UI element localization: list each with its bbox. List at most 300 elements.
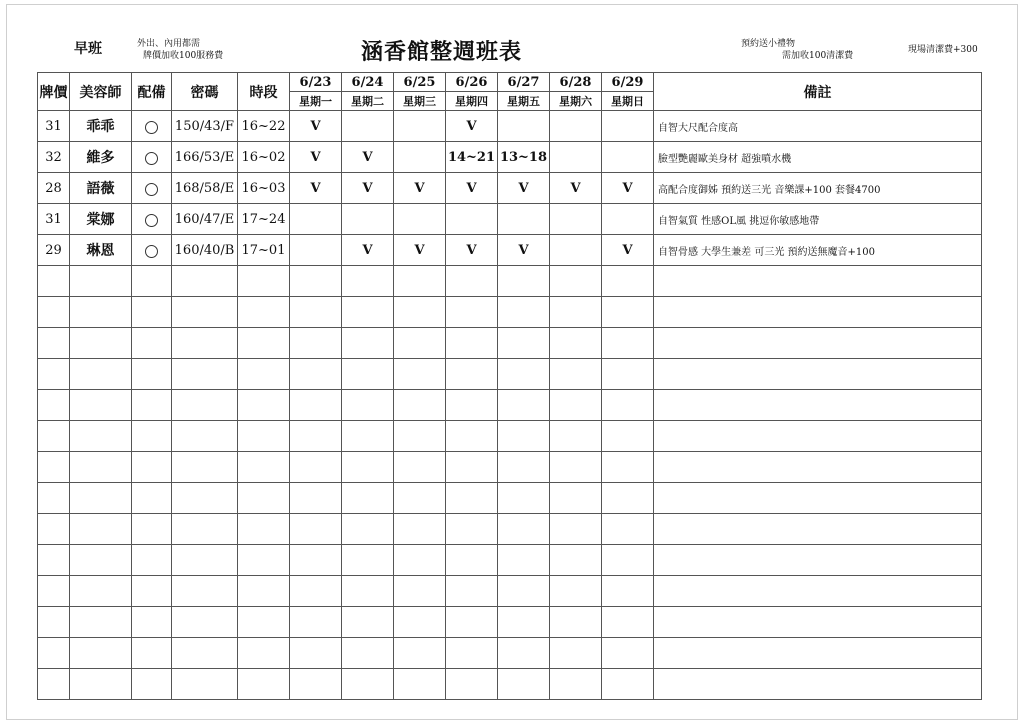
day-schedule-cell: [290, 421, 342, 452]
day-schedule-cell: [290, 390, 342, 421]
day-schedule-cell: [550, 111, 602, 142]
code-cell: [172, 390, 238, 421]
code-cell: [172, 297, 238, 328]
price-cell: [38, 514, 70, 545]
day-schedule-cell: [342, 297, 394, 328]
day-schedule-cell: [550, 266, 602, 297]
day-schedule-cell: [446, 669, 498, 700]
day-schedule-cell: [394, 452, 446, 483]
day-schedule-cell: [550, 297, 602, 328]
time-slot-cell: [238, 638, 290, 669]
day-schedule-cell: [394, 142, 446, 173]
price-cell: [38, 638, 70, 669]
day-schedule-cell: V: [290, 173, 342, 204]
price-cell: [38, 421, 70, 452]
day-schedule-cell: [290, 297, 342, 328]
day-schedule-cell: [602, 297, 654, 328]
price-cell: 28: [38, 173, 70, 204]
day-schedule-cell: [498, 607, 550, 638]
day-schedule-cell: [446, 266, 498, 297]
day-schedule-cell: [342, 607, 394, 638]
price-cell: [38, 669, 70, 700]
equipment-cell: [132, 266, 172, 297]
day-schedule-cell: [394, 514, 446, 545]
day-schedule-cell: [290, 483, 342, 514]
date-header: 6/29: [602, 73, 654, 92]
day-schedule-cell: V: [446, 111, 498, 142]
day-schedule-cell: [394, 545, 446, 576]
equipment-cell: [132, 359, 172, 390]
equipment-cell: [132, 421, 172, 452]
page-title: 涵香館整週班表: [361, 39, 523, 65]
day-schedule-cell: [550, 204, 602, 235]
price-cell: [38, 297, 70, 328]
notes-cell: [654, 266, 982, 297]
day-schedule-cell: [446, 390, 498, 421]
day-schedule-cell: [290, 452, 342, 483]
empty-table-row: [38, 328, 982, 359]
empty-table-row: [38, 545, 982, 576]
price-cell: 32: [38, 142, 70, 173]
price-cell: [38, 359, 70, 390]
day-schedule-cell: [498, 669, 550, 700]
day-schedule-cell: [498, 421, 550, 452]
day-schedule-cell: V: [550, 173, 602, 204]
beautician-name-cell: [70, 483, 132, 514]
day-schedule-cell: V: [394, 173, 446, 204]
day-schedule-cell: [342, 576, 394, 607]
code-cell: [172, 421, 238, 452]
weekday-header: 星期一: [290, 92, 342, 111]
beautician-name-cell: [70, 607, 132, 638]
day-schedule-cell: [550, 576, 602, 607]
table-row: [38, 204, 982, 235]
time-slot-cell: [238, 514, 290, 545]
day-schedule-cell: V: [602, 173, 654, 204]
day-schedule-cell: [290, 266, 342, 297]
price-cell: [38, 266, 70, 297]
notes-cell: [654, 359, 982, 390]
day-schedule-cell: [602, 390, 654, 421]
code-cell: [172, 514, 238, 545]
equipment-cell: [132, 111, 172, 142]
price-cell: [38, 607, 70, 638]
day-schedule-cell: V: [602, 235, 654, 266]
circle-mark-icon: [145, 245, 158, 258]
notes-cell: [654, 297, 982, 328]
code-cell: 166/53/E: [172, 142, 238, 173]
day-schedule-cell: [394, 421, 446, 452]
day-schedule-cell: [446, 297, 498, 328]
day-schedule-cell: [342, 359, 394, 390]
day-schedule-cell: [602, 638, 654, 669]
code-cell: [172, 452, 238, 483]
beautician-name-cell: 語薇: [70, 173, 132, 204]
beautician-name-cell: [70, 297, 132, 328]
empty-table-row: [38, 390, 982, 421]
code-cell: [172, 266, 238, 297]
day-schedule-cell: [550, 483, 602, 514]
equipment-cell: [132, 638, 172, 669]
time-slot-cell: [238, 266, 290, 297]
day-schedule-cell: [342, 545, 394, 576]
day-schedule-cell: [342, 483, 394, 514]
date-header: 6/27: [498, 73, 550, 92]
beautician-name-cell: [70, 638, 132, 669]
day-schedule-cell: [394, 204, 446, 235]
time-slot-cell: 17~01: [238, 235, 290, 266]
time-slot-cell: [238, 607, 290, 638]
day-schedule-cell: [550, 638, 602, 669]
day-schedule-cell: [394, 297, 446, 328]
equipment-cell: [132, 452, 172, 483]
time-slot-cell: [238, 576, 290, 607]
code-cell: [172, 328, 238, 359]
day-schedule-cell: [342, 452, 394, 483]
day-schedule-cell: [550, 607, 602, 638]
day-schedule-cell: [602, 359, 654, 390]
weekday-header: 星期五: [498, 92, 550, 111]
day-schedule-cell: [342, 514, 394, 545]
weekday-header: 星期六: [550, 92, 602, 111]
day-schedule-cell: [446, 452, 498, 483]
day-schedule-cell: V: [290, 142, 342, 173]
shift-label: 早班: [74, 41, 102, 57]
day-schedule-cell: [498, 514, 550, 545]
beautician-name-cell: [70, 390, 132, 421]
equipment-cell: [132, 607, 172, 638]
beautician-name-cell: [70, 266, 132, 297]
day-schedule-cell: [342, 266, 394, 297]
empty-table-row: [38, 452, 982, 483]
beautician-name-cell: 棠娜: [70, 204, 132, 235]
day-schedule-cell: [394, 390, 446, 421]
table-row: [38, 111, 982, 142]
day-schedule-cell: [290, 514, 342, 545]
day-schedule-cell: [498, 204, 550, 235]
date-header: 6/23: [290, 73, 342, 92]
day-schedule-cell: V: [342, 235, 394, 266]
equipment-cell: [132, 545, 172, 576]
day-schedule-cell: [602, 669, 654, 700]
day-schedule-cell: [446, 421, 498, 452]
day-schedule-cell: [550, 669, 602, 700]
beautician-column-header: 美容師: [70, 73, 132, 111]
empty-table-row: [38, 483, 982, 514]
day-schedule-cell: [446, 607, 498, 638]
day-schedule-cell: [550, 359, 602, 390]
service-fee-note-line2: 牌價加收100服務費: [143, 51, 224, 61]
circle-mark-icon: [145, 121, 158, 134]
table-row: [38, 173, 982, 204]
day-schedule-cell: [550, 545, 602, 576]
day-schedule-cell: [602, 545, 654, 576]
day-schedule-cell: [394, 359, 446, 390]
beautician-name-cell: [70, 576, 132, 607]
day-schedule-cell: [394, 576, 446, 607]
day-schedule-cell: [498, 328, 550, 359]
day-schedule-cell: [550, 421, 602, 452]
empty-table-row: [38, 576, 982, 607]
time-slot-cell: 17~24: [238, 204, 290, 235]
table-row: [38, 142, 982, 173]
day-schedule-cell: [342, 638, 394, 669]
notes-cell: 臉型艷麗歐美身材 超強噴水機: [654, 142, 982, 173]
notes-cell: [654, 328, 982, 359]
equipment-cell: [132, 669, 172, 700]
weekday-header: 星期日: [602, 92, 654, 111]
equipment-cell: [132, 328, 172, 359]
beautician-name-cell: [70, 669, 132, 700]
day-schedule-cell: [550, 514, 602, 545]
code-cell: [172, 359, 238, 390]
price-cell: [38, 576, 70, 607]
equipment-cell: [132, 514, 172, 545]
day-schedule-cell: [290, 235, 342, 266]
day-schedule-cell: [602, 514, 654, 545]
booking-gift-note-line1: 預約送小禮物: [741, 39, 796, 49]
day-schedule-cell: [602, 452, 654, 483]
beautician-name-cell: [70, 359, 132, 390]
time-slot-cell: [238, 669, 290, 700]
notes-cell: [654, 545, 982, 576]
price-cell: 31: [38, 111, 70, 142]
price-cell: [38, 483, 70, 514]
code-cell: 160/40/B: [172, 235, 238, 266]
beautician-name-cell: [70, 514, 132, 545]
day-schedule-cell: 13~18: [498, 142, 550, 173]
day-schedule-cell: [550, 235, 602, 266]
notes-cell: [654, 421, 982, 452]
notes-cell: [654, 483, 982, 514]
day-schedule-cell: V: [342, 142, 394, 173]
empty-table-row: [38, 638, 982, 669]
code-cell: [172, 607, 238, 638]
notes-cell: [654, 514, 982, 545]
booking-gift-note-line2: 需加收100清潔費: [782, 51, 854, 61]
day-schedule-cell: [498, 390, 550, 421]
day-schedule-cell: [446, 638, 498, 669]
time-slot-cell: [238, 545, 290, 576]
day-schedule-cell: [602, 266, 654, 297]
day-schedule-cell: [290, 359, 342, 390]
beautician-name-cell: 琳恩: [70, 235, 132, 266]
circle-mark-icon: [145, 152, 158, 165]
day-schedule-cell: [394, 607, 446, 638]
empty-table-row: [38, 359, 982, 390]
day-schedule-cell: [498, 638, 550, 669]
day-schedule-cell: [290, 328, 342, 359]
day-schedule-cell: [550, 452, 602, 483]
day-schedule-cell: [498, 111, 550, 142]
equipment-cell: [132, 390, 172, 421]
day-schedule-cell: [290, 204, 342, 235]
beautician-name-cell: [70, 421, 132, 452]
onsite-cleaning-fee-note: 現場清潔費+300: [908, 45, 978, 55]
code-cell: 160/47/E: [172, 204, 238, 235]
day-schedule-cell: [342, 328, 394, 359]
day-schedule-cell: [342, 669, 394, 700]
day-schedule-cell: [602, 607, 654, 638]
time-slot-cell: [238, 390, 290, 421]
beautician-name-cell: [70, 452, 132, 483]
day-schedule-cell: V: [290, 111, 342, 142]
day-schedule-cell: [290, 545, 342, 576]
date-header: 6/26: [446, 73, 498, 92]
schedule-body: [38, 111, 982, 700]
empty-table-row: [38, 297, 982, 328]
day-schedule-cell: [498, 359, 550, 390]
day-schedule-cell: [550, 142, 602, 173]
day-schedule-cell: [394, 266, 446, 297]
notes-cell: 自智氣質 性感OL風 挑逗你敏感地帶: [654, 204, 982, 235]
time-slot-cell: [238, 297, 290, 328]
day-schedule-cell: [602, 111, 654, 142]
price-cell: [38, 545, 70, 576]
table-row: [38, 235, 982, 266]
beautician-name-cell: [70, 328, 132, 359]
date-header: 6/24: [342, 73, 394, 92]
code-cell: [172, 669, 238, 700]
day-schedule-cell: [602, 483, 654, 514]
date-header: 6/28: [550, 73, 602, 92]
time-slot-cell: [238, 328, 290, 359]
day-schedule-cell: V: [498, 235, 550, 266]
weekday-header: 星期三: [394, 92, 446, 111]
empty-table-row: [38, 514, 982, 545]
code-cell: [172, 545, 238, 576]
notes-cell: 自智大尺配合度高: [654, 111, 982, 142]
day-schedule-cell: [446, 545, 498, 576]
day-schedule-cell: [446, 576, 498, 607]
day-schedule-cell: V: [342, 173, 394, 204]
time-slot-cell: [238, 452, 290, 483]
day-schedule-cell: [290, 607, 342, 638]
code-cell: 150/43/F: [172, 111, 238, 142]
header-row-dates: [38, 73, 982, 92]
day-schedule-cell: [342, 111, 394, 142]
equipment-cell: [132, 204, 172, 235]
day-schedule-cell: [394, 669, 446, 700]
weekday-header: 星期二: [342, 92, 394, 111]
day-schedule-cell: [602, 142, 654, 173]
day-schedule-cell: [342, 390, 394, 421]
code-cell: 168/58/E: [172, 173, 238, 204]
time-slot-cell: 16~02: [238, 142, 290, 173]
day-schedule-cell: [394, 328, 446, 359]
beautician-name-cell: [70, 545, 132, 576]
time-slot-cell: [238, 421, 290, 452]
day-schedule-cell: [602, 328, 654, 359]
day-schedule-cell: [550, 328, 602, 359]
day-schedule-cell: [498, 452, 550, 483]
notes-cell: [654, 452, 982, 483]
time-column-header: 時段: [238, 73, 290, 111]
day-schedule-cell: [290, 576, 342, 607]
weekday-header: 星期四: [446, 92, 498, 111]
price-cell: [38, 328, 70, 359]
code-column-header: 密碼: [172, 73, 238, 111]
price-cell: [38, 452, 70, 483]
day-schedule-cell: [446, 483, 498, 514]
day-schedule-cell: [394, 483, 446, 514]
equipment-cell: [132, 173, 172, 204]
empty-table-row: [38, 669, 982, 700]
price-cell: [38, 390, 70, 421]
equipment-cell: [132, 235, 172, 266]
time-slot-cell: 16~03: [238, 173, 290, 204]
notes-cell: [654, 638, 982, 669]
code-cell: [172, 483, 238, 514]
day-schedule-cell: [498, 297, 550, 328]
equipment-column-header: 配備: [132, 73, 172, 111]
equipment-cell: [132, 483, 172, 514]
weekly-schedule-table: [37, 72, 982, 700]
time-slot-cell: [238, 483, 290, 514]
notes-cell: 自智骨感 大學生兼差 可三光 預約送無魔音+100: [654, 235, 982, 266]
time-slot-cell: 16~22: [238, 111, 290, 142]
circle-mark-icon: [145, 183, 158, 196]
beautician-name-cell: 維多: [70, 142, 132, 173]
day-schedule-cell: [446, 204, 498, 235]
notes-cell: [654, 576, 982, 607]
day-schedule-cell: [342, 204, 394, 235]
day-schedule-cell: V: [446, 235, 498, 266]
day-schedule-cell: [290, 638, 342, 669]
service-fee-note-line1: 外出、內用都需: [137, 39, 201, 49]
empty-table-row: [38, 607, 982, 638]
day-schedule-cell: [498, 266, 550, 297]
empty-table-row: [38, 266, 982, 297]
empty-table-row: [38, 421, 982, 452]
price-cell: 31: [38, 204, 70, 235]
beautician-name-cell: 乖乖: [70, 111, 132, 142]
equipment-cell: [132, 142, 172, 173]
notes-cell: [654, 669, 982, 700]
day-schedule-cell: [550, 390, 602, 421]
day-schedule-cell: V: [498, 173, 550, 204]
notes-column-header: 備註: [654, 73, 982, 111]
notes-cell: 高配合度御姊 預約送三光 音樂課+100 套餐4700: [654, 173, 982, 204]
day-schedule-cell: [394, 111, 446, 142]
day-schedule-cell: [498, 576, 550, 607]
equipment-cell: [132, 297, 172, 328]
day-schedule-cell: [498, 483, 550, 514]
time-slot-cell: [238, 359, 290, 390]
day-schedule-cell: [446, 359, 498, 390]
equipment-cell: [132, 576, 172, 607]
day-schedule-cell: [394, 638, 446, 669]
circle-mark-icon: [145, 214, 158, 227]
date-header: 6/25: [394, 73, 446, 92]
day-schedule-cell: V: [394, 235, 446, 266]
day-schedule-cell: [602, 576, 654, 607]
day-schedule-cell: [342, 421, 394, 452]
notes-cell: [654, 390, 982, 421]
code-cell: [172, 576, 238, 607]
notes-cell: [654, 607, 982, 638]
day-schedule-cell: V: [446, 173, 498, 204]
day-schedule-cell: [290, 669, 342, 700]
day-schedule-cell: [602, 204, 654, 235]
day-schedule-cell: [498, 545, 550, 576]
day-schedule-cell: 14~21: [446, 142, 498, 173]
price-column-header: 牌價: [38, 73, 70, 111]
day-schedule-cell: [446, 514, 498, 545]
day-schedule-cell: [446, 328, 498, 359]
price-cell: 29: [38, 235, 70, 266]
code-cell: [172, 638, 238, 669]
